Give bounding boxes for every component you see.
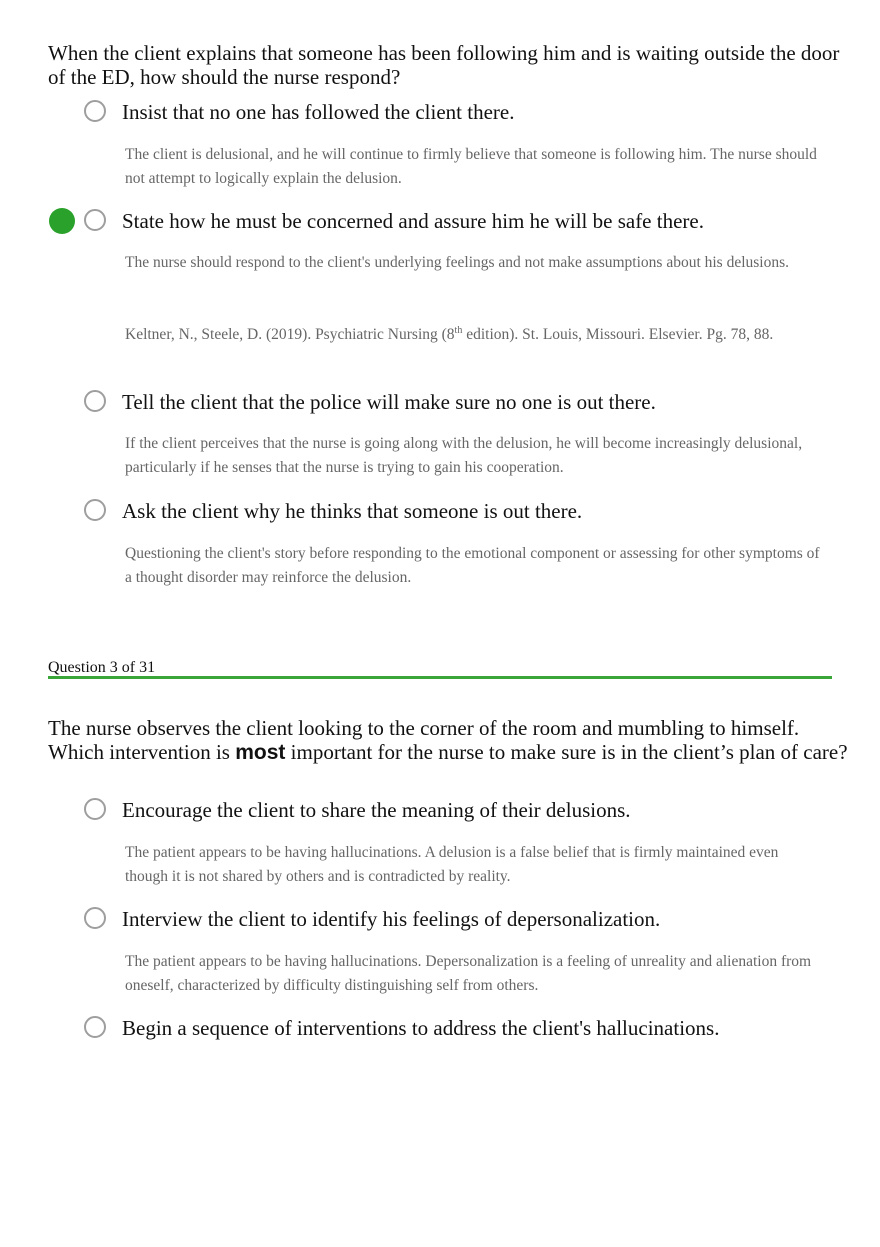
option-label: Ask the client why he thinks that someone is out there. (122, 499, 583, 523)
radio-button-icon[interactable] (84, 209, 106, 231)
reference-text-continued: edition). St. Louis, Missouri. Elsevier. Pg. 78, 88. (462, 326, 774, 343)
question-2-option-c[interactable] (48, 388, 848, 418)
question-3-emphasis: most (235, 741, 286, 764)
question-2-option-b[interactable] (48, 207, 848, 237)
option-label: Insist that no one has followed the client there. (122, 100, 515, 124)
correct-answer-indicator-icon (49, 208, 75, 234)
question-2-option-a[interactable] (48, 98, 848, 128)
q3-option-a-feedback: The patient appears to be having hallucinations. A delusion is a false belief that is firmly maintained even though it is not shared by others and is contradicted by reality. (125, 844, 779, 885)
option-b-feedback: The nurse should respond to the client's underlying feelings and not make assumptions about his delusions. (125, 254, 790, 271)
radio-button-icon[interactable] (84, 100, 106, 122)
option-d-feedback: Questioning the client's story before responding to the emotional component or assessing for other symptoms of a thought disorder may reinforce the delusion. (125, 545, 820, 586)
question-3-option-c[interactable] (48, 1014, 848, 1044)
reference-superscript: th (454, 324, 463, 336)
radio-button-icon[interactable] (84, 798, 106, 820)
radio-button-icon[interactable] (84, 390, 106, 412)
section-divider (48, 676, 832, 679)
q3-option-b-feedback: The patient appears to be having hallucinations. Depersonalization is a feeling of unreality and alienation from oneself, characterized by difficulty distinguishing self from others. (125, 953, 812, 994)
radio-button-icon[interactable] (84, 1016, 106, 1038)
question-3-option-a[interactable] (48, 796, 848, 826)
question-2-text: When the client explains that someone has been following him and is waiting outside the door of the ED, how should the nurse respond? (48, 41, 840, 89)
question-3-option-b[interactable] (48, 905, 848, 935)
option-label: State how he must be concerned and assure him he will be safe there. (122, 209, 704, 233)
question-3-text-part: The nurse observes the client looking to the corner of the room and mumbling to himself. Which intervention is (48, 716, 800, 764)
option-c-feedback: If the client perceives that the nurse is going along with the delusion, he will become increasingly delusional, particularly if he senses that the nurse is trying to gain his cooperation. (125, 435, 803, 476)
radio-button-icon[interactable] (84, 499, 106, 521)
question-counter: Question 3 of 31 (48, 659, 156, 676)
question-3-text (48, 716, 848, 765)
option-a-feedback: The client is delusional, and he will continue to firmly believe that someone is following him. The nurse should not attempt to logically explain the delusion. (125, 146, 817, 187)
option-b-reference (125, 323, 825, 347)
question-3-text-part: important for the nurse to make sure is in the client’s plan of care? (285, 740, 848, 764)
option-label: Tell the client that the police will make sure no one is out there. (122, 390, 656, 414)
option-label: Begin a sequence of interventions to address the client's hallucinations. (122, 1016, 720, 1040)
question-2-option-d[interactable] (48, 497, 848, 527)
reference-text: Keltner, N., Steele, D. (2019). Psychiatric Nursing (8 (125, 326, 455, 343)
radio-button-icon[interactable] (84, 907, 106, 929)
option-label: Interview the client to identify his feelings of depersonalization. (122, 907, 661, 931)
option-label: Encourage the client to share the meaning of their delusions. (122, 798, 631, 822)
